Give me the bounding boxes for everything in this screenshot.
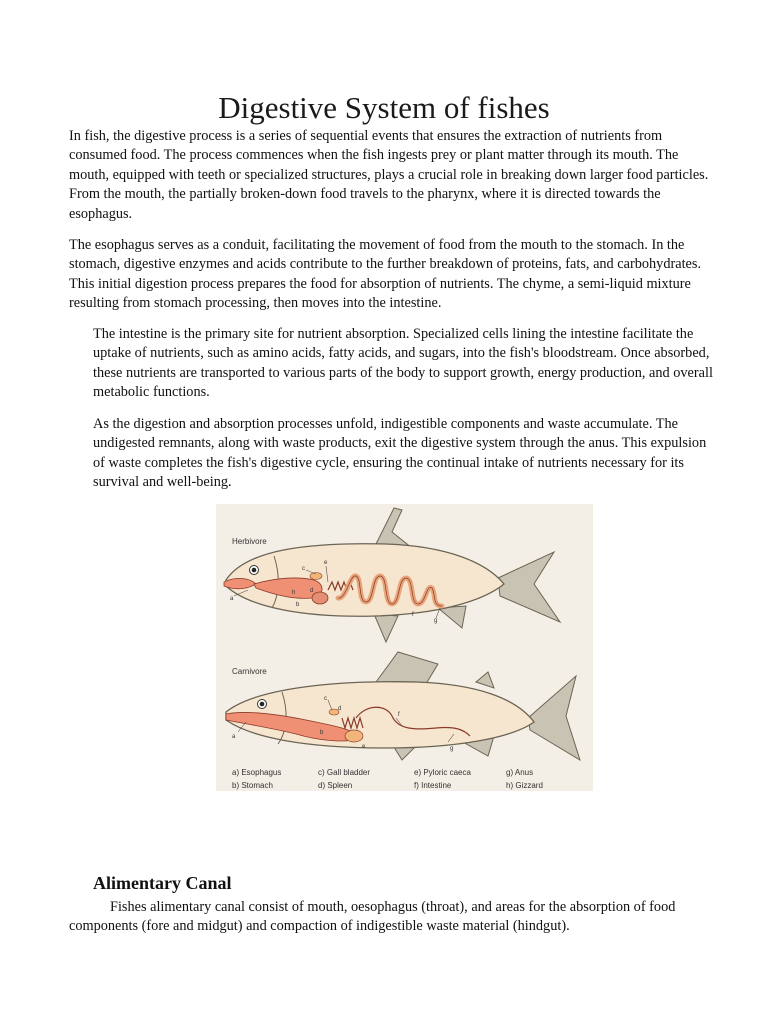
herbivore-fish bbox=[224, 508, 560, 642]
herbivore-letter-e: e bbox=[324, 560, 328, 566]
carnivore-letter-g: g bbox=[450, 746, 454, 752]
paragraph-intestine: The intestine is the primary site for nutrient absorption. Specialized cells lining the intestine facilitate the uptake of nutrients, such as amino acids, fatty acids, and sugars, into the fish's bloodstream. Once absorbed, these nutrients are transported to various parts of the body to support growth, energy production, and overall metabolic functions. bbox=[93, 326, 713, 401]
page-title: Digestive System of fishes bbox=[218, 90, 550, 125]
herbivore-letter-f: f bbox=[412, 612, 414, 618]
carnivore-letter-c: c bbox=[324, 696, 327, 702]
section-paragraph: Fishes alimentary canal consist of mouth, oesophagus (throat), and areas for the absorption of food components (fore and midgut) and compaction of indigestible waste material (hindgut). bbox=[69, 899, 676, 935]
herbivore-letter-a: a bbox=[230, 596, 234, 602]
legend-esophagus: a) Esophagus bbox=[232, 768, 282, 777]
carnivore-letter-a: a bbox=[232, 734, 236, 740]
section-heading: Alimentary Canal bbox=[93, 873, 232, 893]
paragraph-esophagus: The esophagus serves as a conduit, facilitating the movement of food from the mouth to the stomach. In the stomach, digestive enzymes and acids contribute to the further breakdown of proteins, fats, and carbohydrates. This initial digestion process prepares the food for absorption of nutrients. The chyme, a semi-liquid mixture resulting from stomach processing, then moves into the intestine. bbox=[69, 237, 702, 312]
carnivore-label: Carnivore bbox=[232, 667, 267, 676]
legend-intestine: f) Intestine bbox=[414, 781, 452, 790]
figure-legend bbox=[232, 768, 543, 790]
paragraph-intro: In fish, the digestive process is a series of sequential events that ensures the extraction of nutrients from consumed food. The process commences when the fish ingests prey or plant matter through its mouth. The mouth, equipped with teeth or specialized structures, plays a crucial role in breaking down larger food particles. From the mouth, the partially broken-down food travels to the pharynx, where it is directed towards the esophagus. bbox=[69, 128, 709, 222]
carnivore-letter-f: f bbox=[398, 712, 400, 718]
herbivore-letter-b: b bbox=[296, 602, 300, 608]
carnivore-fish bbox=[226, 652, 580, 760]
legend-gizzard: h) Gizzard bbox=[506, 781, 543, 790]
legend-spleen: d) Spleen bbox=[318, 781, 353, 790]
herbivore-letter-d: d bbox=[310, 588, 314, 594]
herbivore-letter-c: c bbox=[302, 566, 305, 572]
carnivore-letter-b: b bbox=[320, 730, 324, 736]
legend-stomach: b) Stomach bbox=[232, 781, 273, 790]
fish-digestive-diagram bbox=[216, 504, 593, 791]
legend-pyloric-caeca: e) Pyloric caeca bbox=[414, 768, 471, 777]
carnivore-letter-d: d bbox=[338, 706, 342, 712]
herbivore-letter-h: h bbox=[292, 590, 296, 596]
carnivore-letter-e: e bbox=[362, 744, 366, 750]
herbivore-label: Herbivore bbox=[232, 537, 267, 546]
paragraph-waste: As the digestion and absorption processes unfold, indigestible components and waste accumulate. The undigested remnants, along with waste products, exit the digestive system through the anus. This expulsion of waste completes the fish's digestive cycle, ensuring the continual intake of nutrients necessary for its survival and well-being. bbox=[93, 416, 707, 491]
legend-gall-bladder: c) Gall bladder bbox=[318, 768, 371, 777]
legend-anus: g) Anus bbox=[506, 768, 534, 777]
herbivore-letter-g: g bbox=[434, 618, 438, 624]
